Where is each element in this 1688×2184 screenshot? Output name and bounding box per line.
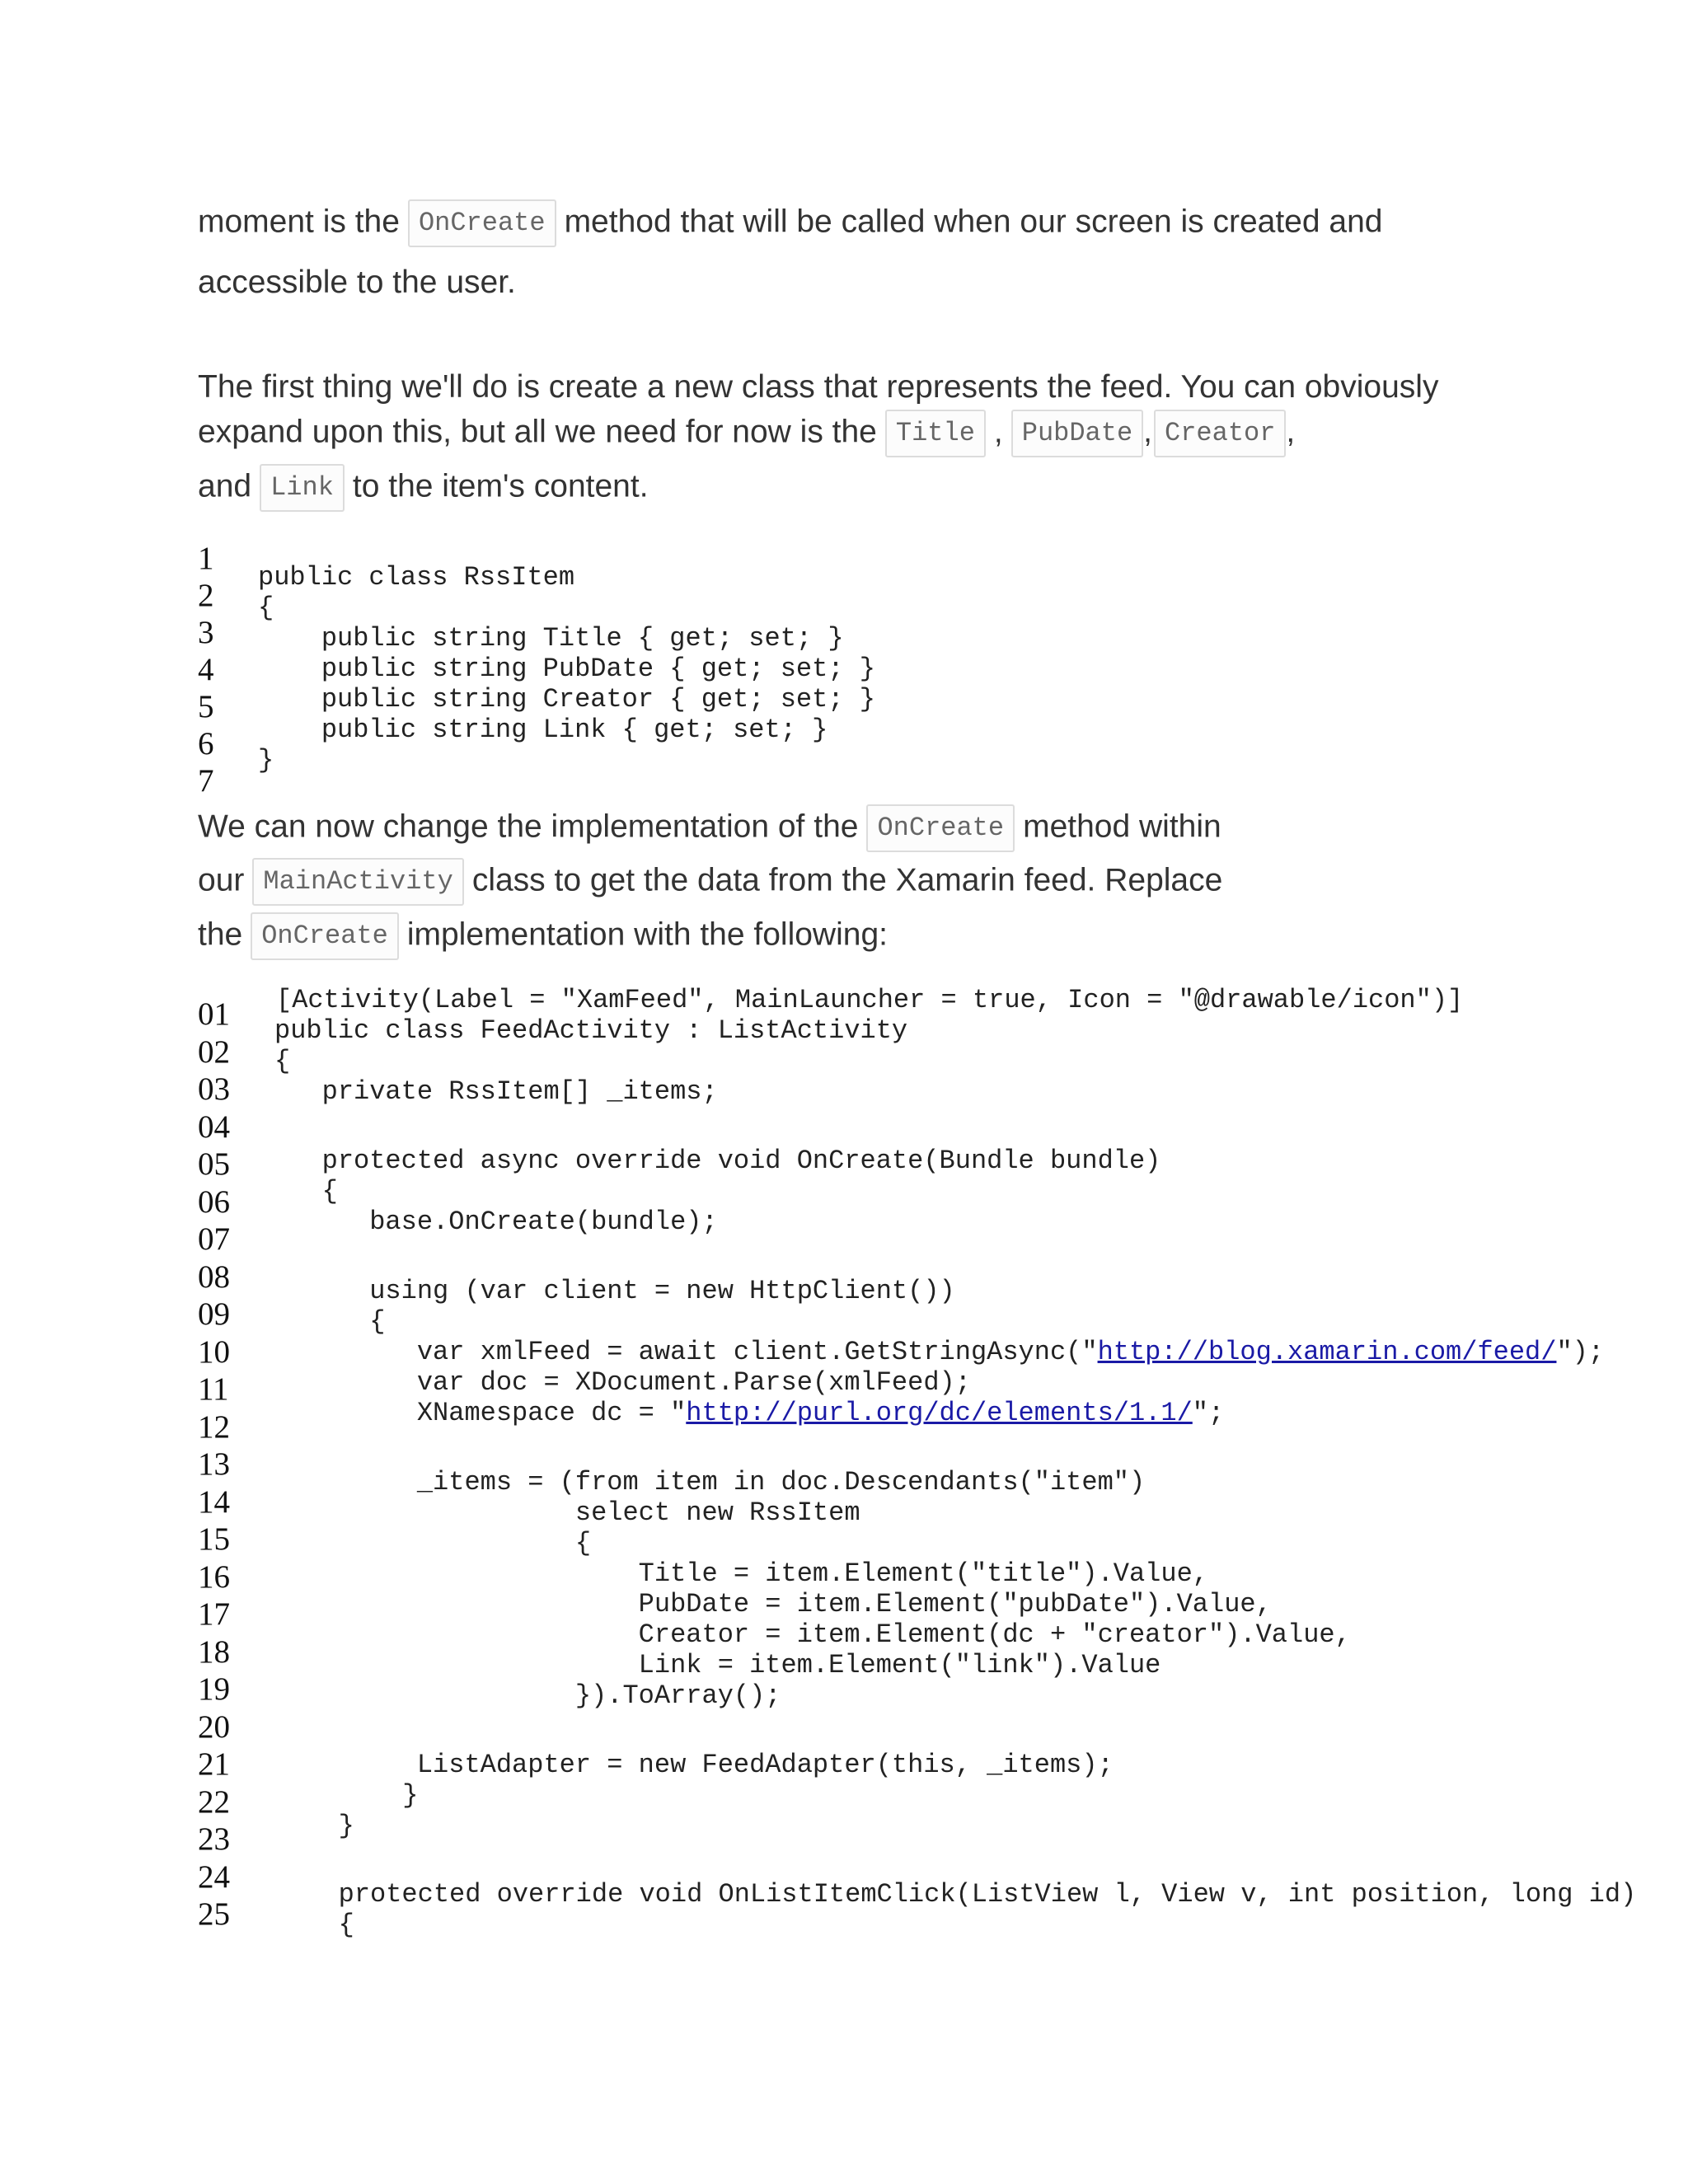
code-line: }).ToArray();: [274, 1680, 781, 1711]
line-number: 05: [198, 1146, 230, 1182]
comma: ,: [1143, 414, 1152, 450]
intro-text-line2: accessible to the user.: [198, 265, 516, 300]
line-number: 5: [198, 689, 214, 724]
code-line: }: [307, 1780, 419, 1811]
inline-code-creator: Creator: [1154, 410, 1286, 457]
code-line: _items = (from item in doc.Descendants("item"): [274, 1467, 1146, 1497]
line-number: 18: [198, 1634, 230, 1670]
code-line: {: [274, 1176, 338, 1207]
line-number: 22: [198, 1784, 230, 1820]
code-line-with-link: [274, 1337, 1604, 1367]
para3-line-1: [198, 804, 1221, 852]
code-text: ";: [1192, 1398, 1225, 1428]
line-number: 25: [198, 1896, 230, 1932]
para3-text-the: the: [198, 916, 243, 953]
code-line: {: [291, 1910, 354, 1940]
code-line: {: [274, 1528, 592, 1558]
line-number: 04: [198, 1109, 230, 1145]
inline-code-link: Link: [260, 464, 345, 512]
code-text: XNamespace dc = ": [274, 1398, 687, 1428]
code-line: public class RssItem: [258, 562, 575, 593]
code-line: using (var client = new HttpClient()): [274, 1276, 955, 1306]
para3-text-a: We can now change the implementation of the: [198, 808, 859, 845]
inline-code-pubdate: PubDate: [1011, 410, 1143, 457]
line-number: 07: [198, 1221, 230, 1257]
line-number: 17: [198, 1596, 230, 1632]
feed-url-link[interactable]: http://blog.xamarin.com/feed/: [1097, 1337, 1557, 1367]
code-line: {: [258, 593, 274, 623]
para3-text-line2: class to get the data from the Xamarin feed. Replace: [471, 862, 1223, 898]
line-number: 01: [198, 996, 230, 1032]
code-line: var doc = XDocument.Parse(xmlFeed);: [274, 1367, 971, 1398]
code-line: PubDate = item.Element("pubDate").Value,: [274, 1589, 1272, 1619]
code-line: Link = item.Element("link").Value: [274, 1650, 1161, 1680]
comma: ,: [1286, 414, 1296, 450]
para2-text-and: and: [198, 468, 252, 504]
code-line: public string Link { get; set; }: [258, 715, 828, 745]
code-line: protected async override void OnCreate(Bundle bundle): [274, 1146, 1161, 1176]
code-line: public string Title { get; set; }: [258, 623, 844, 654]
para2-line-3: [198, 464, 649, 512]
para3-line-3: [198, 912, 888, 960]
para3-text-b: method within: [1023, 808, 1221, 845]
line-number: 12: [198, 1409, 230, 1445]
line-number: 1: [198, 541, 214, 576]
code-line: {: [274, 1046, 291, 1076]
code-line: public string Creator { get; set; }: [258, 684, 875, 715]
para2-text-line1: The first thing we'll do is create a new class that represents the feed. You can obviously: [198, 369, 1439, 405]
line-number: 19: [198, 1671, 230, 1707]
code-text: ");: [1556, 1337, 1605, 1367]
line-number: 14: [198, 1484, 230, 1520]
para2-line-1: [198, 368, 1438, 406]
line-number: 13: [198, 1446, 230, 1482]
line-number: 08: [198, 1259, 230, 1295]
line-number: 02: [198, 1034, 230, 1070]
line-number: 2: [198, 578, 214, 613]
inline-code-mainactivity: MainActivity: [252, 858, 463, 906]
namespace-url-link[interactable]: http://purl.org/dc/elements/1.1/: [686, 1398, 1193, 1428]
code-line: base.OnCreate(bundle);: [274, 1207, 718, 1237]
intro-text-a: moment is the: [198, 204, 400, 240]
intro-line-2: [198, 264, 516, 302]
line-number: 06: [198, 1184, 230, 1220]
para2-text-line2: expand upon this, but all we need for now is the: [198, 414, 877, 450]
line-number: 24: [198, 1859, 230, 1895]
intro-line-1: [198, 199, 1382, 247]
line-number: 23: [198, 1821, 230, 1857]
intro-text-b: method that will be called when our screen is created and: [564, 204, 1383, 240]
line-number: 4: [198, 652, 214, 687]
comma: ,: [993, 414, 1003, 450]
inline-code-title: Title: [885, 410, 986, 457]
line-number: 7: [198, 763, 214, 799]
inline-code-oncreate: OnCreate: [251, 912, 399, 960]
code-line: [Activity(Label = "XamFeed", MainLauncher = true, Icon = "@drawable/icon")]: [276, 985, 1464, 1015]
code-line: }: [258, 745, 274, 776]
code-line: {: [274, 1306, 386, 1337]
line-number: 10: [198, 1334, 230, 1370]
line-number: 03: [198, 1071, 230, 1107]
para2-line-2: [198, 410, 1295, 457]
code-line: }: [291, 1811, 354, 1841]
code-text: var xmlFeed = await client.GetStringAsync(": [274, 1337, 1098, 1367]
line-number: 16: [198, 1559, 230, 1595]
line-number: 09: [198, 1296, 230, 1332]
code-line: protected override void OnListItemClick(ListView l, View v, int position, long id): [291, 1879, 1637, 1910]
code-line-with-link: [274, 1398, 1224, 1428]
line-number: 20: [198, 1709, 230, 1745]
line-number: 15: [198, 1521, 230, 1557]
code-line: public class FeedActivity : ListActivity: [274, 1015, 908, 1046]
inline-code-oncreate: OnCreate: [408, 199, 556, 247]
line-number: 21: [198, 1746, 230, 1782]
para3-line-2: [198, 858, 1222, 906]
code-line: select new RssItem: [274, 1497, 860, 1528]
code-line: public string PubDate { get; set; }: [258, 654, 875, 684]
para3-text-line3: implementation with the following:: [406, 916, 888, 953]
line-number: 3: [198, 615, 214, 650]
code-line: ListAdapter = new FeedAdapter(this, _items);: [274, 1750, 1114, 1780]
inline-code-oncreate: OnCreate: [866, 804, 1015, 852]
line-number: 6: [198, 726, 214, 762]
para3-text-our: our: [198, 862, 245, 898]
code-line: Title = item.Element("title").Value,: [274, 1558, 1208, 1589]
code-line: Creator = item.Element(dc + "creator").Value,: [274, 1619, 1351, 1650]
para2-text-line3: to the item's content.: [352, 468, 649, 504]
code-line: private RssItem[] _items;: [274, 1076, 718, 1107]
line-number: 11: [198, 1371, 229, 1407]
